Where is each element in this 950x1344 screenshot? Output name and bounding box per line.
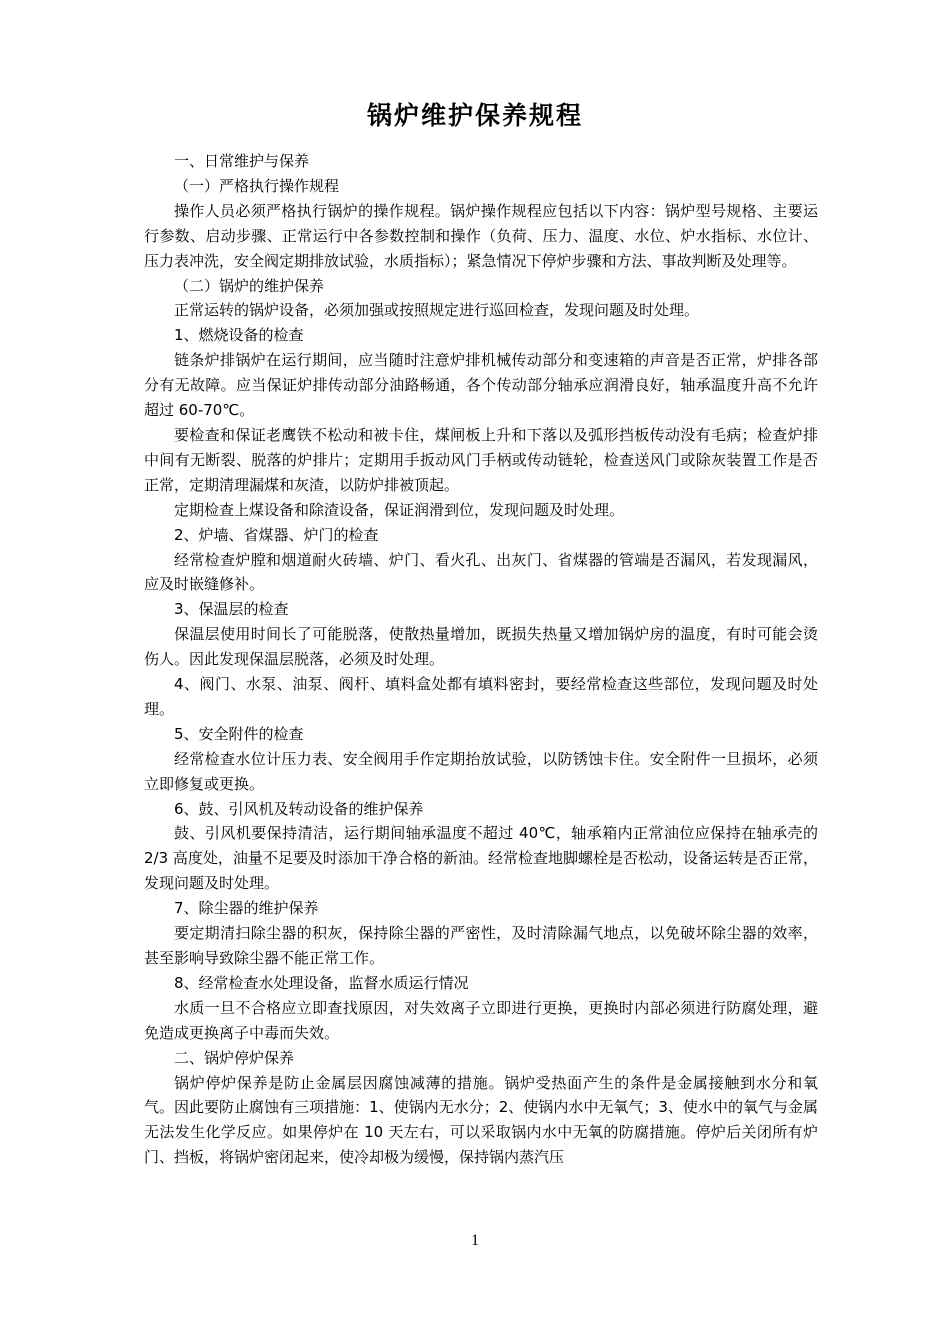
paragraph: 经常检查水位计压力表、安全阀用手作定期抬放试验，以防锈蚀卡住。安全附件一旦损坏，必须立即修复或更换。 xyxy=(144,749,818,793)
paragraph: 锅炉停炉保养是防止金属层因腐蚀减薄的措施。锅炉受热面产生的条件是金属接触到水分和氧气。因此要防止腐蚀有三项措施：1、使锅内无水分；2、使锅内水中无氧气；3、使水中的氧气与金属无法发生化学反应。如果停炉在 10 天左右，可以采取锅内水中无氧的防腐措施。停炉后关闭所有炉门、挡板，将锅炉密闭起来，使冷却极为缓慢，保持锅内蒸汽压 xyxy=(144,1073,818,1167)
subheading: （一）严格执行操作规程 xyxy=(174,176,340,195)
item-heading: 5、安全附件的检查 xyxy=(174,724,304,743)
paragraph: 保温层使用时间长了可能脱落，使散热量增加，既损失热量又增加锅炉房的温度，有时可能会烫伤人。因此发现保温层脱落，必须及时处理。 xyxy=(144,625,818,669)
item-heading: 7、除尘器的维护保养 xyxy=(174,899,319,918)
paragraph: 水质一旦不合格应立即查找原因，对失效离子立即进行更换，更换时内部必须进行防腐处理，避免造成更换离子中毒而失效。 xyxy=(144,998,818,1042)
paragraph: 链条炉排锅炉在运行期间，应当随时注意炉排机械传动部分和变速箱的声音是否正常，炉排各部分有无故障。应当保证炉排传动部分油路畅通，各个传动部分轴承应润滑良好，轴承温度升高不允许超过 60-70℃。 xyxy=(144,351,818,420)
page-number: 1 xyxy=(471,1232,479,1249)
item-heading: 1、燃烧设备的检查 xyxy=(174,326,304,345)
heading-1: 二、锅炉停炉保养 xyxy=(174,1048,295,1067)
item-heading: 8、经常检查水处理设备，监督水质运行情况 xyxy=(174,973,469,992)
paragraph: 正常运转的锅炉设备，必须加强或按照规定进行巡回检查，发现问题及时处理。 xyxy=(174,301,700,320)
heading-1: 一、日常维护与保养 xyxy=(174,152,310,170)
paragraph: 定期检查上煤设备和除渣设备，保证润滑到位，发现问题及时处理。 xyxy=(174,500,625,519)
paragraph: 鼓、引风机要保持清洁，运行期间轴承温度不超过 40℃，轴承箱内正常油位应保持在轴承壳的 2/3 高度处，油量不足要及时添加干净合格的新油。经常检查地脚螺栓是否松动，设备运转是否正常，发现问题及时处理。 xyxy=(144,824,818,893)
document-body xyxy=(144,149,818,1170)
item-heading: 3、保温层的检查 xyxy=(174,600,289,619)
paragraph: 要检查和保证老鹰铁不松动和被卡住，煤闸板上升和下落以及弧形挡板传动没有毛病；检查炉排中间有无断裂、脱落的炉排片；定期用手扳动风门手柄或传动链轮，检查送风门或除灰装置工作是否正常，定期清理漏煤和灰渣，以防炉排被顶起。 xyxy=(144,425,818,494)
item-heading: 2、炉墙、省煤器、炉门的检查 xyxy=(174,525,379,544)
paragraph: 4、阀门、水泵、油泵、阀杆、填料盒处都有填料密封，要经常检查这些部位，发现问题及时处理。 xyxy=(144,675,818,718)
paragraph: 经常检查炉膛和烟道耐火砖墙、炉门、看火孔、出灰门、省煤器的管端是否漏风，若发现漏风，应及时嵌缝修补。 xyxy=(144,550,818,594)
paragraph: 操作人员必须严格执行锅炉的操作规程。锅炉操作规程应包括以下内容：锅炉型号规格、主要运行参数、启动步骤、正常运行中各参数控制和操作（负荷、压力、温度、水位、炉水指标、水位计、压力表冲洗，安全阀定期排放试验，水质指标）；紧急情况下停炉步骤和方法、事故判断及处理等。 xyxy=(144,201,818,270)
subheading: （二）锅炉的维护保养 xyxy=(174,276,325,295)
item-heading: 6、鼓、引风机及转动设备的维护保养 xyxy=(174,799,424,818)
paragraph: 要定期清扫除尘器的积灰，保持除尘器的严密性，及时清除漏气地点，以免破坏除尘器的效率，甚至影响导致除尘器不能正常工作。 xyxy=(144,924,818,967)
document-title: 锅炉维护保养规程 xyxy=(366,101,583,130)
